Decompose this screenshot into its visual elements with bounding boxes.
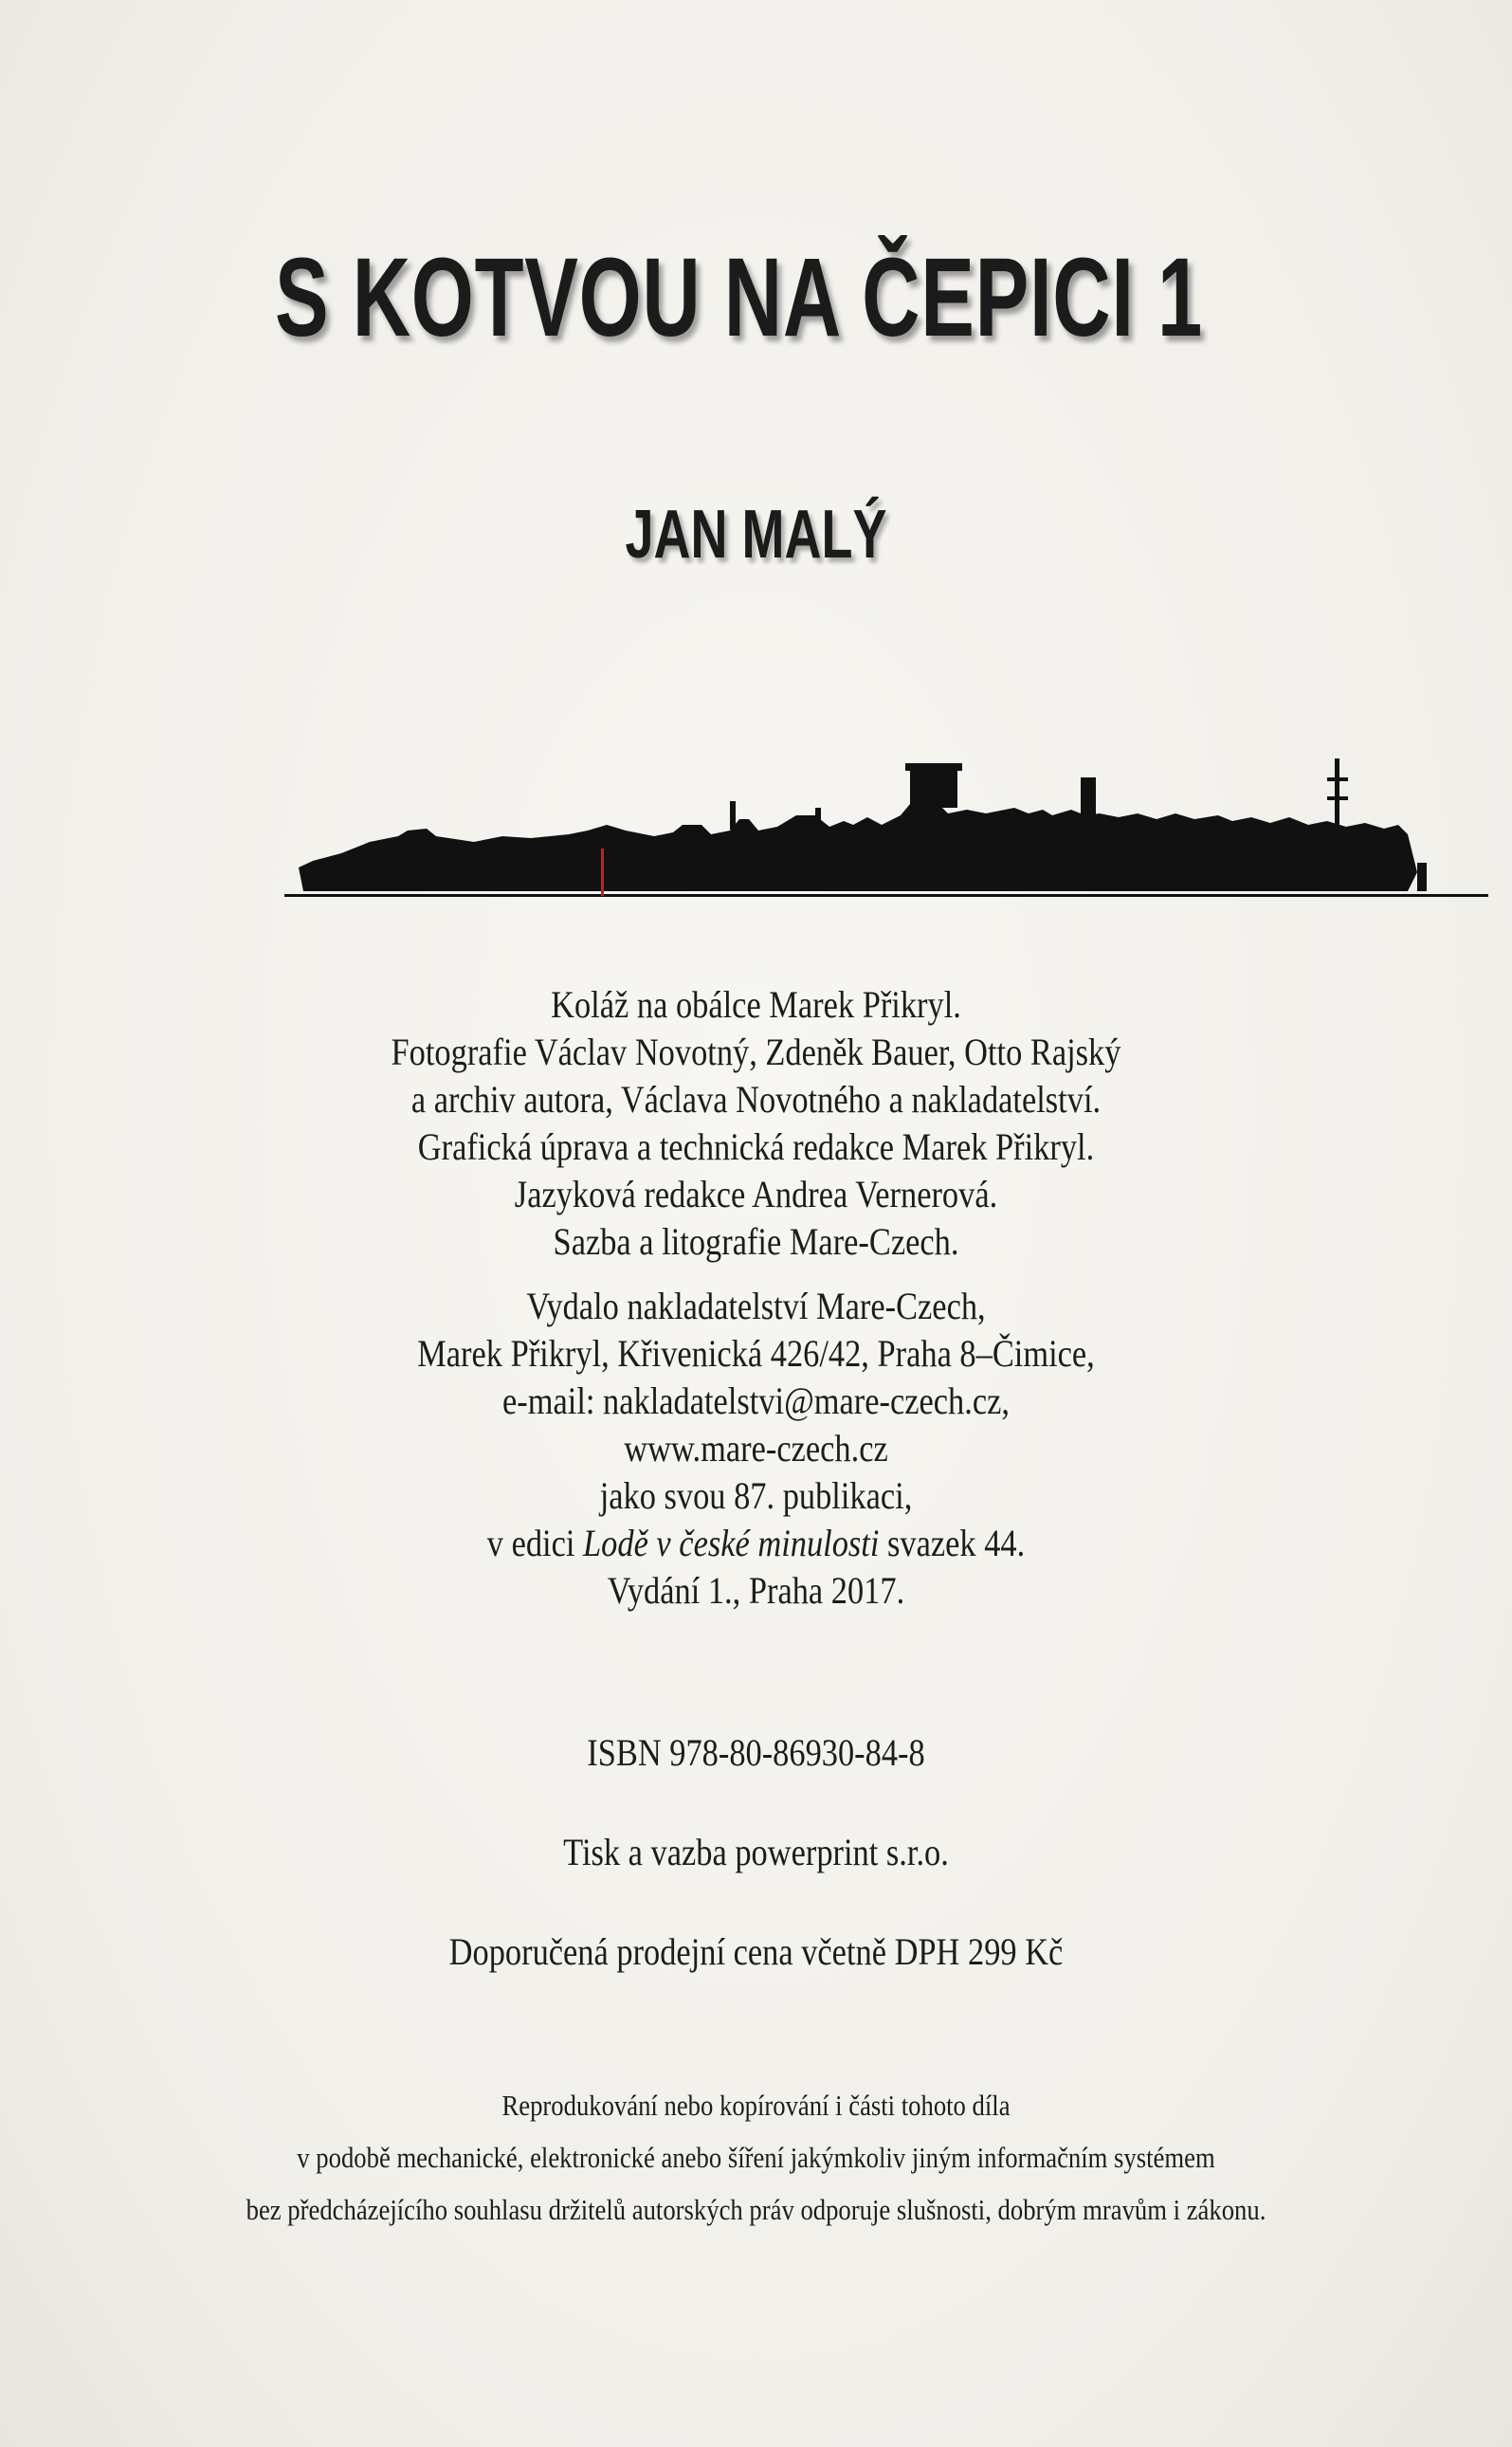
series-suffix: svazek 44. xyxy=(879,1522,1026,1564)
credits-block xyxy=(106,981,1407,1615)
legal-notice xyxy=(106,2079,1407,2236)
print-info: Tisk a vazba powerprint s.r.o. xyxy=(563,1831,949,1873)
isbn: ISBN 978-80-86930-84-8 xyxy=(587,1731,925,1774)
edition-line: Vydání 1., Praha 2017. xyxy=(607,1569,905,1612)
credits-line: a archiv autora, Václava Novotného a nakladatelství. xyxy=(410,1078,1102,1121)
series-prefix: v edici xyxy=(486,1522,584,1564)
credits-line: Jazyková redakce Andrea Vernerová. xyxy=(514,1173,998,1215)
publisher-web: www.mare-czech.cz xyxy=(624,1427,888,1470)
credits-line: Fotografie Václav Novotný, Zdeněk Bauer, Otto Rajský xyxy=(391,1031,1121,1073)
ship-silhouette-icon xyxy=(284,758,1488,910)
book-author: JAN MALÝ xyxy=(625,497,887,573)
publisher-email: e-mail: nakladatelstvi@mare-czech.cz, xyxy=(502,1379,1010,1422)
series-name: Lodě v české minulosti xyxy=(583,1522,880,1564)
legal-line: bez předcházejícího souhlasu držitelů autorských práv odporuje slušnosti, dobrým mravům i zákonu. xyxy=(246,2193,1266,2226)
price: Doporučená prodejní cena včetně DPH 299 Kč xyxy=(448,1930,1064,1973)
publication-number: jako svou 87. publikaci, xyxy=(599,1474,913,1517)
credits-line: Koláž na obálce Marek Přikryl. xyxy=(551,983,961,1026)
series-line xyxy=(106,1520,1407,1567)
spacer xyxy=(106,1266,1407,1283)
credits-line: Sazba a litografie Mare-Czech. xyxy=(553,1220,959,1263)
book-title: S KOTVOU NA ČEPICI 1 xyxy=(275,235,1203,360)
credits-line: Grafická úprava a technická redakce Marek Přikryl. xyxy=(417,1125,1095,1168)
legal-line: v podobě mechanické, elektronické anebo šíření jakýmkoliv jiným informačním systémem xyxy=(297,2141,1215,2174)
legal-line: Reprodukování nebo kopírování i části tohoto díla xyxy=(501,2089,1011,2122)
publisher-address: Marek Přikryl, Křivenická 426/42, Praha 8–Čimice, xyxy=(417,1332,1095,1375)
publisher-line: Vydalo nakladatelství Mare-Czech, xyxy=(526,1285,986,1327)
